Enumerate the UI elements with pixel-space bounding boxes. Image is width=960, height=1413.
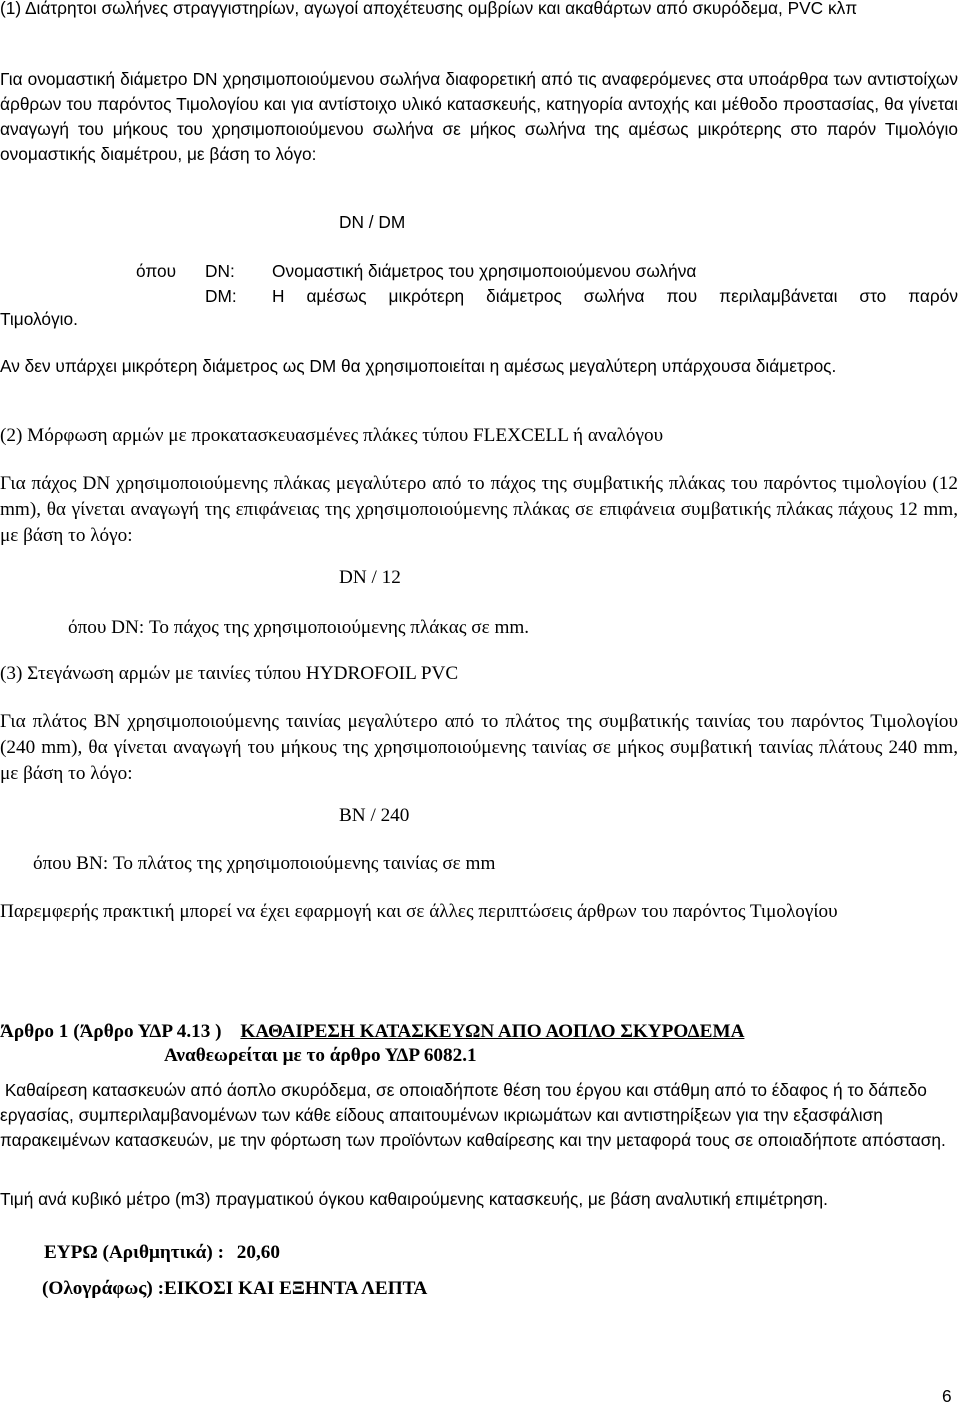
article-prefix: Άρθρο 1 (Άρθρο ΥΔΡ 4.13 ) bbox=[0, 1021, 222, 1042]
section-3-definition: όπου BN: Το πλάτος της χρησιμοποιούμενης ταινίας σε mm bbox=[33, 853, 496, 874]
section-3-heading: (3) Στεγάνωση αρμών με ταινίες τύπου HYDROFOIL PVC bbox=[0, 663, 459, 684]
article-title: ΚΑΘΑΙΡΕΣΗ ΚΑΤΑΣΚΕΥΩΝ ΑΠΟ ΑΟΠΛΟ ΣΚΥΡΟΔΕΜΑ bbox=[240, 1021, 745, 1042]
dn-definition: Ονομαστική διάμετρος του χρησιμοποιούμενου σωλήνα bbox=[272, 261, 697, 281]
price-numeric-value: 20,60 bbox=[236, 1242, 280, 1263]
section-3-paragraph: Για πλάτος BN χρησιμοποιούμενης ταινίας μεγαλύτερο από το πλάτος της συμβατικής ταινίας του παρόντος Τιμολογίου (240 mm), θα γίνεται αναγωγή του μήκους της χρησιμοποιούμενης ταινίας σε μήκος συμβατική ταινίας πλάτους 240 mm, με βάση το λόγο: bbox=[0, 711, 958, 784]
article-pricing-basis: Τιμή ανά κυβικό μέτρο (m3) πραγματικού όγκου καθαιρούμενης κατασκευής, με βάση αναλυτική επιμέτρηση. bbox=[0, 1189, 828, 1209]
section-2-paragraph: Για πάχος DN χρησιμοποιούμενης πλάκας μεγαλύτερο από το πάχος της συμβατικής πλάκας του παρόντος τιμολογίου (12 mm), θα γίνεται αναγωγή της επιφάνειας της χρησιμοποιούμενης πλάκας σε επιφάνεια συμβατικής πλάκας πάχους 12 mm, με βάση το λόγο: bbox=[0, 473, 958, 546]
dm-definition: Η αμέσως μικρότερη διάμετρος σωλήνα που περιλαμβάνεται στο παρόν bbox=[272, 286, 958, 306]
article-description: Καθαίρεση κατασκευών από άοπλο σκυρόδεμα, σε οποιαδήποτε θέση του έργου και στάθμη από το έδαφος ή το δάπεδο εργασίας, συμπεριλαμβανομένων των κάθε είδους απαιτουμένων ικριωμάτων και αντιστηρίξεων για την εξασφάλιση παρακειμένων κατασκευών, με την φόρτωση των προϊόντων καθαίρεσης και την μεταφορά τους σε οποιαδήποτε απόσταση. bbox=[0, 1080, 946, 1150]
section-3-ratio: BN / 240 bbox=[339, 805, 410, 826]
section-1-note: Αν δεν υπάρχει μικρότερη διάμετρος ως DM θα χρησιμοποιείται η αμέσως μεγαλύτερη υπάρχουσα διάμετρος. bbox=[0, 356, 837, 376]
dm-definition-continued: Τιμολόγιο. bbox=[0, 309, 78, 329]
price-numeric-label: ΕΥΡΩ (Αριθμητικά) : bbox=[44, 1242, 224, 1263]
section-1-paragraph: Για ονομαστική διάμετρο DN χρησιμοποιούμενου σωλήνα διαφορετική από τις αναφερόμενες στα υποάρθρα των αντιστοίχων άρθρων του παρόντος Τιμολογίου και για αντίστοιχο υλικό κατασκευής, κατηγορία αντοχής και μέθοδο προστασίας, θα γίνεται αναγωγή του μήκους του χρησιμοποιούμενου σωλήνα σε μήκος σωλήνα της αμέσως μικρότερης στο παρόν Τιμολόγιο ονομαστικής διαμέτρου, με βάση το λόγο: bbox=[0, 69, 958, 164]
section-2-definition: όπου DN: Το πάχος της χρησιμοποιούμενης πλάκας σε mm. bbox=[68, 617, 530, 638]
dm-term: DM: bbox=[205, 286, 237, 306]
price-words-value: ΕΙΚΟΣΙ ΚΑΙ ΕΞΗΝΤΑ ΛΕΠΤΑ bbox=[163, 1278, 428, 1299]
page-number: 6 bbox=[942, 1386, 952, 1406]
article-heading bbox=[0, 1019, 744, 1045]
price-numeric-row bbox=[44, 1240, 280, 1266]
section-2-ratio: DN / 12 bbox=[339, 567, 401, 588]
article-reference: Αναθεωρείται με το άρθρο ΥΔΡ 6082.1 bbox=[164, 1045, 477, 1066]
price-words-label: (Ολογράφως) : bbox=[42, 1278, 164, 1299]
section-2-heading: (2) Μόρφωση αρμών με προκατασκευασμένες πλάκες τύπου FLEXCELL ή αναλόγου bbox=[0, 425, 664, 446]
section-1-ratio: DN / DM bbox=[339, 212, 406, 232]
dn-term: DN: bbox=[205, 261, 235, 281]
section-1-heading: (1) Διάτρητοι σωλήνες στραγγιστηρίων, αγωγοί αποχέτευσης ομβρίων και ακαθάρτων από σκυρόδεμα, PVC κλπ bbox=[0, 0, 858, 18]
price-words-row bbox=[42, 1276, 427, 1302]
section-1-where-label: όπου bbox=[136, 261, 177, 281]
section-3-closing: Παρεμφερής πρακτική μπορεί να έχει εφαρμογή και σε άλλες περιπτώσεις άρθρων του παρόντος Τιμολογίου bbox=[0, 901, 838, 922]
